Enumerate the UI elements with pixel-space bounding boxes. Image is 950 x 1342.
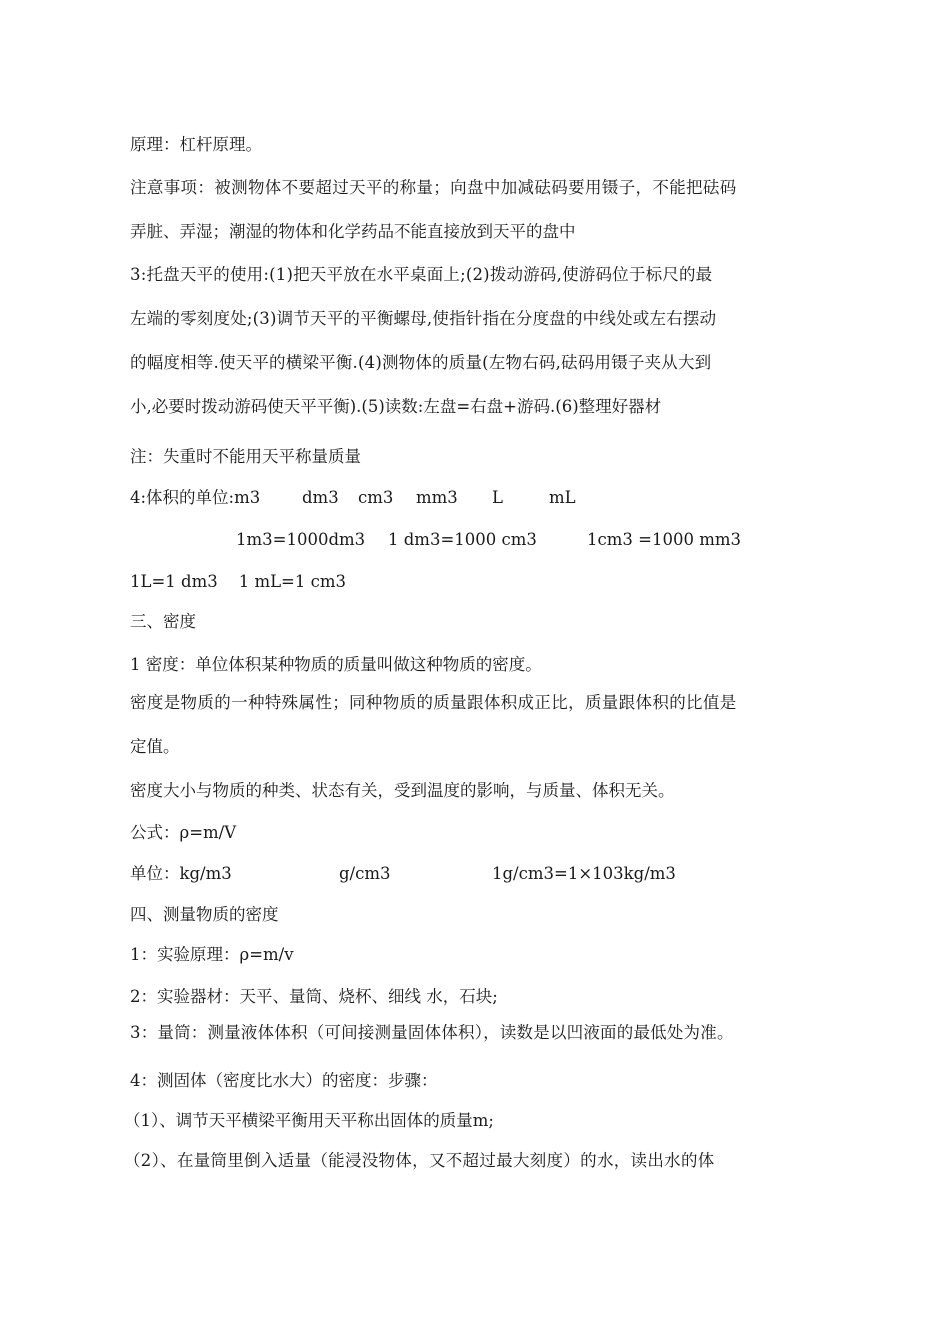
text-conversion: 1 dm3=1000 cm3 bbox=[388, 530, 537, 549]
text-unit-line: 单位：kg/m3 bbox=[130, 864, 232, 883]
text-unit: dm3 bbox=[302, 488, 339, 507]
text-unit: L bbox=[492, 488, 503, 507]
text-line: （1）、调节天平横梁平衡用天平称出固体的质量m; bbox=[124, 1111, 494, 1130]
text-unit: cm3 bbox=[358, 488, 394, 507]
text-line: 3：量筒：测量液体体积（可间接测量固体体积），读数是以凹液面的最低处为准。 bbox=[130, 1023, 734, 1042]
text-line: 1L=1 dm3 1 mL=1 cm3 bbox=[130, 572, 347, 591]
text-line: 密度大小与物质的种类、状态有关，受到温度的影响，与质量、体积无关。 bbox=[130, 781, 675, 800]
text-formula: 公式：ρ=m/V bbox=[130, 823, 237, 842]
text-line: 注：失重时不能用天平称量质量 bbox=[130, 447, 361, 466]
text-unit: mm3 bbox=[416, 488, 458, 507]
text-line: 小,必要时拨动游码使天平平衡).(5)读数:左盘=右盘+游码.(6)整理好器材 bbox=[130, 397, 662, 416]
section-heading: 三、密度 bbox=[130, 612, 196, 631]
text-line: 左端的零刻度处;(3)调节天平的平衡螺母,使指针指在分度盘的中线处或左右摆动 bbox=[130, 309, 717, 328]
text-conversion: 1cm3 =1000 mm3 bbox=[587, 530, 741, 549]
section-heading: 四、测量物质的密度 bbox=[130, 905, 279, 924]
text-line: 4：测固体（密度比水大）的密度：步骤： bbox=[130, 1071, 438, 1090]
text-unit-conversion: 1g/cm3=1×103kg/m3 bbox=[492, 864, 676, 883]
text-line: 弄脏、弄湿；潮湿的物体和化学药品不能直接放到天平的盘中 bbox=[130, 222, 576, 241]
text-line: 3:托盘天平的使用:(1)把天平放在水平桌面上;(2)拨动游码,使游码位于标尺的最 bbox=[130, 265, 713, 284]
text-line: 注意事项：被测物体不要超过天平的称量；向盘中加减砝码要用镊子，不能把砝码 bbox=[130, 178, 737, 197]
text-line: 1 密度：单位体积某种物质的质量叫做这种物质的密度。 bbox=[130, 655, 542, 674]
text-line: 的幅度相等.使天平的横梁平衡.(4)测物体的质量(左物右码,砝码用镊子夹从大到 bbox=[130, 353, 712, 372]
text-unit: mL bbox=[549, 488, 576, 507]
text-line: 原理：杠杆原理。 bbox=[130, 135, 262, 154]
text-line: 密度是物质的一种特殊属性；同种物质的质量跟体积成正比，质量跟体积的比值是 bbox=[130, 693, 737, 712]
text-line: 定值。 bbox=[130, 737, 180, 756]
text-unit: g/cm3 bbox=[339, 864, 391, 883]
text-line: 1：实验原理：ρ=m/v bbox=[130, 945, 294, 964]
text-line: （2）、在量筒里倒入适量（能浸没物体，又不超过最大刻度）的水，读出水的体 bbox=[124, 1151, 715, 1170]
text-line-volume-units: 4:体积的单位:m3 bbox=[130, 488, 261, 507]
text-line: 2：实验器材：天平、量筒、烧杯、细线 水，石块; bbox=[130, 987, 498, 1006]
text-conversion: 1m3=1000dm3 bbox=[236, 530, 366, 549]
